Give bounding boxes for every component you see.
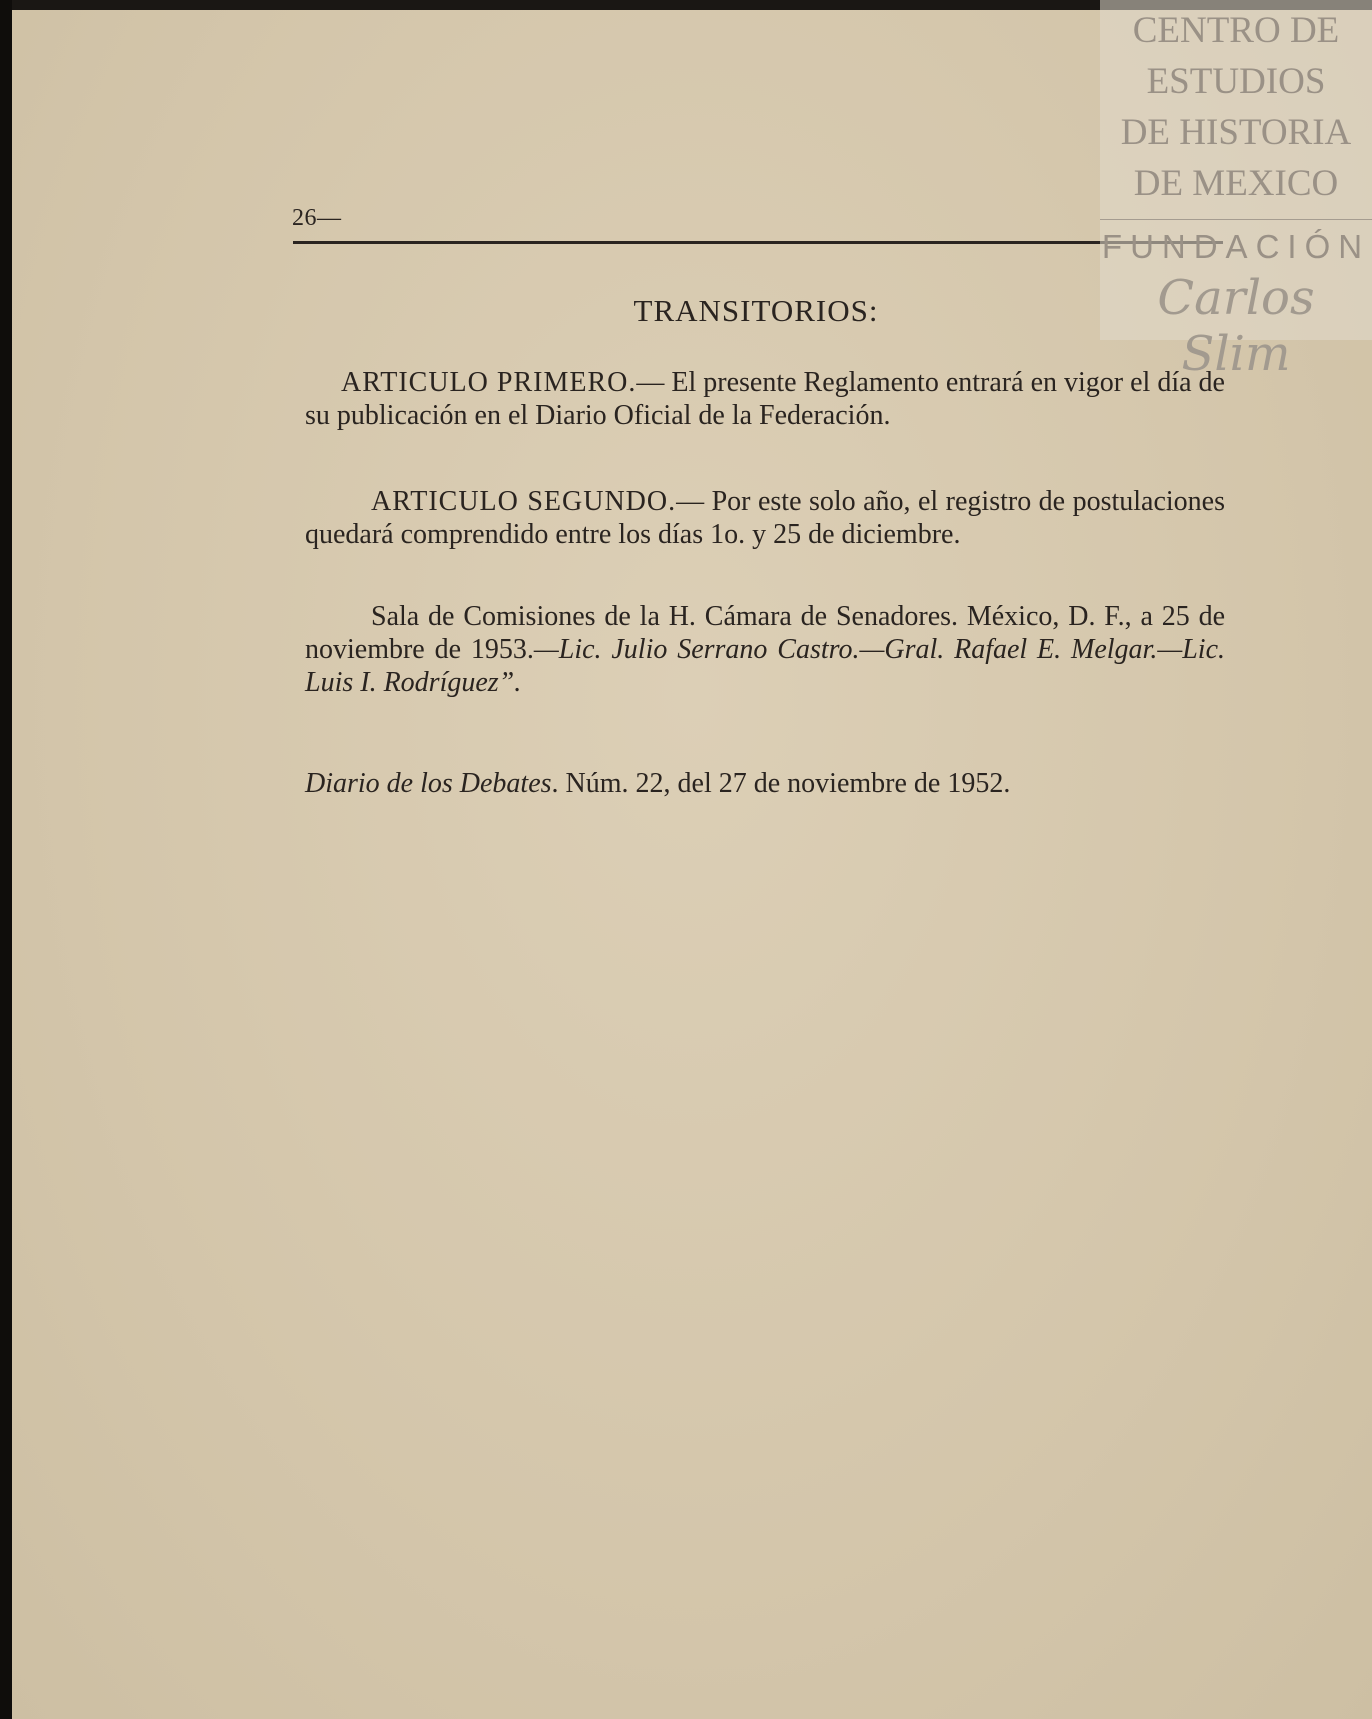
publication-details: . Núm. 22, del 27 de noviembre de 1952. xyxy=(551,768,1011,799)
closing-paragraph xyxy=(305,600,1225,699)
article-heading: ARTICULO SEGUNDO. xyxy=(371,486,677,517)
watermark-line: ESTUDIOS xyxy=(1146,61,1326,102)
watermark-line: CENTRO DE xyxy=(1132,10,1340,51)
article-primero xyxy=(305,366,1225,432)
section-title: TRANSITORIOS: xyxy=(633,293,879,328)
article-segundo xyxy=(305,485,1225,551)
signatories: —Lic. Julio Serrano Castro.—Gral. Rafael E. Melgar.—Lic. Luis I. Rodríguez”. xyxy=(305,634,1225,698)
article-text: — El presente Reglamento entrará en vigor el día de su publicación en el Diario Oficial de la Federación. xyxy=(305,367,1225,431)
archive-watermark xyxy=(1100,0,1372,382)
place-date: Sala de Comisiones de la H. Cámara de Senadores. México, D. F., a 25 de noviembre de 1953. xyxy=(305,601,1225,665)
publication-title: Diario de los Debates xyxy=(305,768,552,799)
watermark-line: DE HISTORIA xyxy=(1120,112,1352,153)
page-number: 26— xyxy=(292,205,342,231)
article-heading: ARTICULO PRIMERO. xyxy=(341,367,637,398)
source-citation xyxy=(305,767,1225,800)
header-rule xyxy=(293,241,1223,244)
watermark-divider xyxy=(1100,219,1372,220)
article-text: — Por este solo año, el registro de postulaciones quedará comprendido entre los días 1o. y 25 de diciembre. xyxy=(305,486,1225,550)
watermark-line: DE MEXICO xyxy=(1133,163,1339,204)
watermark-foundation: FUNDACIÓN xyxy=(1101,228,1371,265)
scan-edge xyxy=(0,0,12,1719)
watermark-signature: Carlos Slim xyxy=(1157,270,1315,382)
